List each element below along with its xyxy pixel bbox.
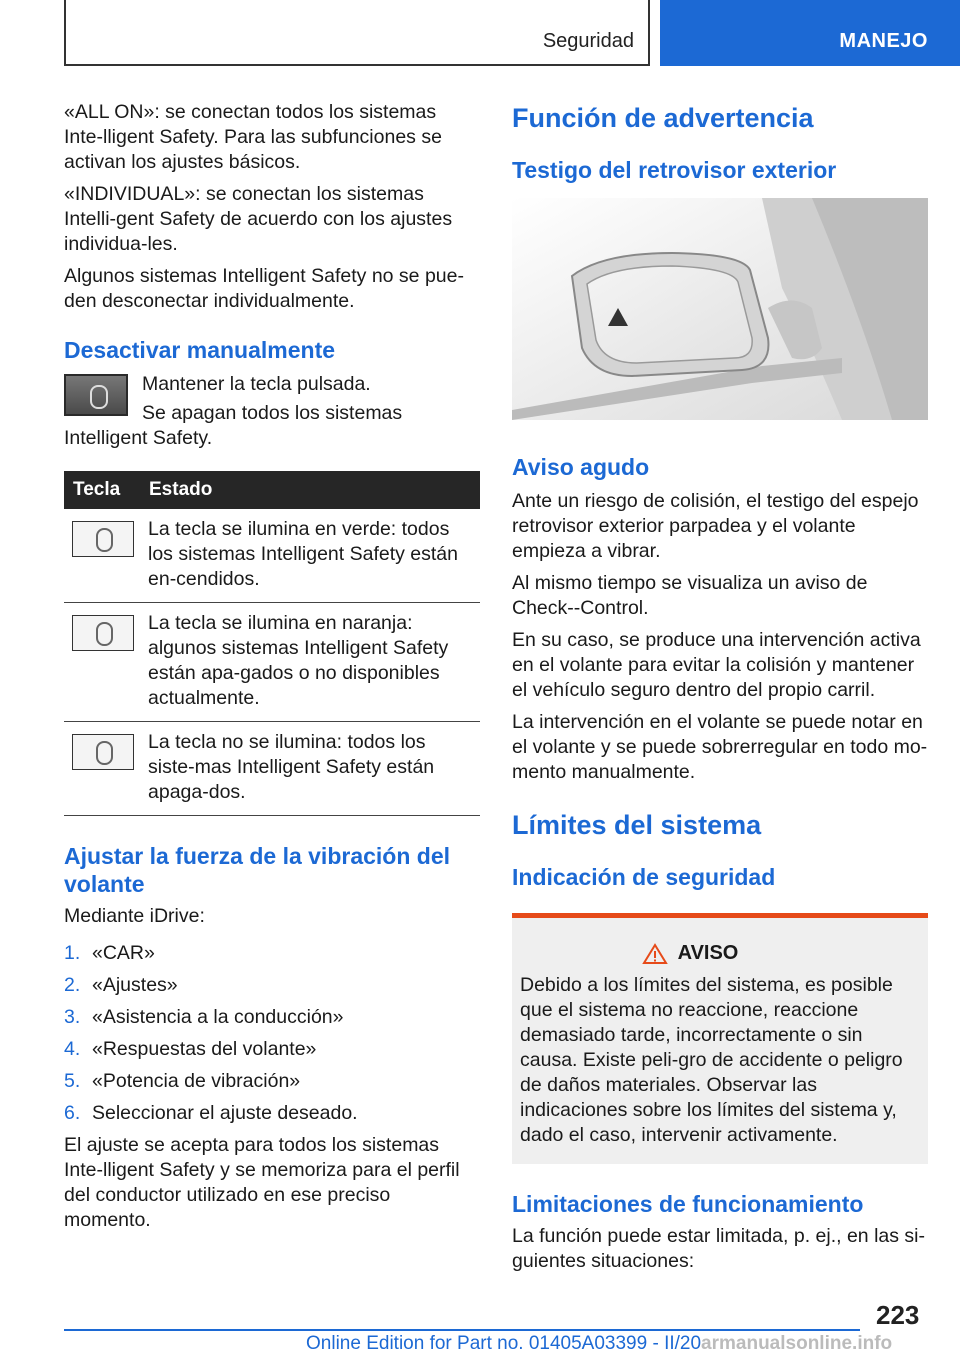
- key-orange-icon: [72, 615, 134, 651]
- heading-deactivate: Desactivar manualmente: [64, 337, 336, 363]
- acute-p4: La intervención en el volante se puede notar en el volante y se puede sobrerregular en todo mo-mento manualmente.: [512, 711, 928, 783]
- table-row: [64, 603, 480, 722]
- table-header-row: [64, 471, 480, 509]
- table-cell-status: La tecla se ilumina en verde: todos los sistemas Intelligent Safety están en-cendidos.: [140, 509, 480, 603]
- heading-limitations: Limitaciones de funcionamiento: [512, 1191, 864, 1217]
- heading-safety-notice: Indicación de seguridad: [512, 864, 776, 890]
- intelligent-safety-key-icon: [64, 374, 128, 416]
- table-header-status: Estado: [140, 471, 480, 509]
- list-item: 5. «Potencia de vibración»: [64, 1070, 301, 1092]
- intro-all-on: «ALL ON»: se conectan todos los sistemas Inte-lligent Safety. Para las subfunciones se activan los ajustes básicos.: [64, 101, 442, 173]
- list-item: 2. «Ajustes»: [64, 974, 178, 996]
- section-title: Seguridad: [542, 30, 634, 52]
- table-row: [64, 509, 480, 603]
- table-cell-status: La tecla no se ilumina: todos los siste-mas Intelligent Safety están apaga-dos.: [140, 722, 480, 816]
- intro-individual: «INDIVIDUAL»: se conectan los sistemas Intelli-gent Safety de acuerdo con los ajustes individua-les.: [64, 183, 453, 255]
- list-item: 4. «Respuestas del volante»: [64, 1038, 317, 1060]
- heading-vibration: Ajustar la fuerza de la vibración del volante: [64, 843, 451, 897]
- page-number: 223: [876, 1300, 920, 1330]
- heading-system-limits: Límites del sistema: [512, 810, 762, 840]
- acute-p2: Al mismo tiempo se visualiza un aviso de Check--Control.: [512, 572, 868, 619]
- chapter-tab[interactable]: [660, 0, 960, 66]
- deactivate-line2: Se apagan todos los sistemas Intelligent Safety.: [64, 402, 403, 449]
- acute-p3: En su caso, se produce una intervención activa en el volante para evitar la colisión y mantener el vehículo seguro dentro del propio carril.: [512, 629, 921, 701]
- acute-p1: Ante un riesgo de colisión, el testigo del espejo retrovisor exterior parpadea y el volante empieza a vibrar.: [512, 490, 919, 562]
- list-item: 3. «Asistencia a la conducción»: [64, 1006, 344, 1028]
- idrive-steps: [64, 941, 480, 1126]
- warning-triangle-icon: [642, 943, 668, 965]
- chapter-label: MANEJO: [839, 30, 928, 52]
- key-status-table: [64, 471, 480, 816]
- mirror-illustration: [512, 198, 928, 420]
- heading-acute-warning: Aviso agudo: [512, 454, 650, 480]
- warning-title: AVISO: [520, 942, 920, 965]
- heading-mirror-indicator: Testigo del retrovisor exterior: [512, 157, 837, 183]
- vibration-outro: El ajuste se acepta para todos los sistemas Inte-lligent Safety y se memoriza para el perfil del conductor utilizado en ese preciso momento.: [64, 1134, 460, 1231]
- right-column: [512, 100, 928, 1281]
- header-frame: [64, 0, 650, 66]
- key-off-icon: [72, 734, 134, 770]
- table-header-key: Tecla: [64, 471, 140, 509]
- deactivate-line1: Mantener la tecla pulsada.: [142, 373, 371, 395]
- table-cell-status: La tecla se ilumina en naranja: algunos sistemas Intelligent Safety están apa-gados o no disponibles actualmente.: [140, 603, 480, 722]
- table-row: [64, 722, 480, 816]
- limitations-text: La función puede estar limitada, p. ej., en las si-guientes situaciones:: [512, 1225, 925, 1272]
- deactivate-block: [64, 372, 480, 451]
- warning-box: [512, 913, 928, 1164]
- vibration-lead: Mediante iDrive:: [64, 905, 205, 927]
- key-green-icon: [72, 521, 134, 557]
- warning-text: Debido a los límites del sistema, es posible que el sistema no reaccione, reaccione demasiado tarde, incorrectamente o sin causa. Existe peli-gro de accidente o peligro de daños materiales. Observar las indicaciones sobre los límites del sistema y, dado el caso, intervenir activamente.: [520, 974, 903, 1146]
- heading-warning-function: Función de advertencia: [512, 103, 814, 133]
- list-item: 1. «CAR»: [64, 942, 155, 964]
- footer-rule: [64, 1329, 860, 1331]
- intro-note: Algunos sistemas Intelligent Safety no se pue-den desconectar individualmente.: [64, 265, 464, 312]
- left-column: [64, 100, 480, 1240]
- footer-edition: Online Edition for Part no. 01405A03399 - II/20armanualsonline.info: [306, 1333, 893, 1354]
- list-item: 6. Seleccionar el ajuste deseado.: [64, 1102, 358, 1124]
- watermark: armanualsonline.info: [701, 1333, 893, 1354]
